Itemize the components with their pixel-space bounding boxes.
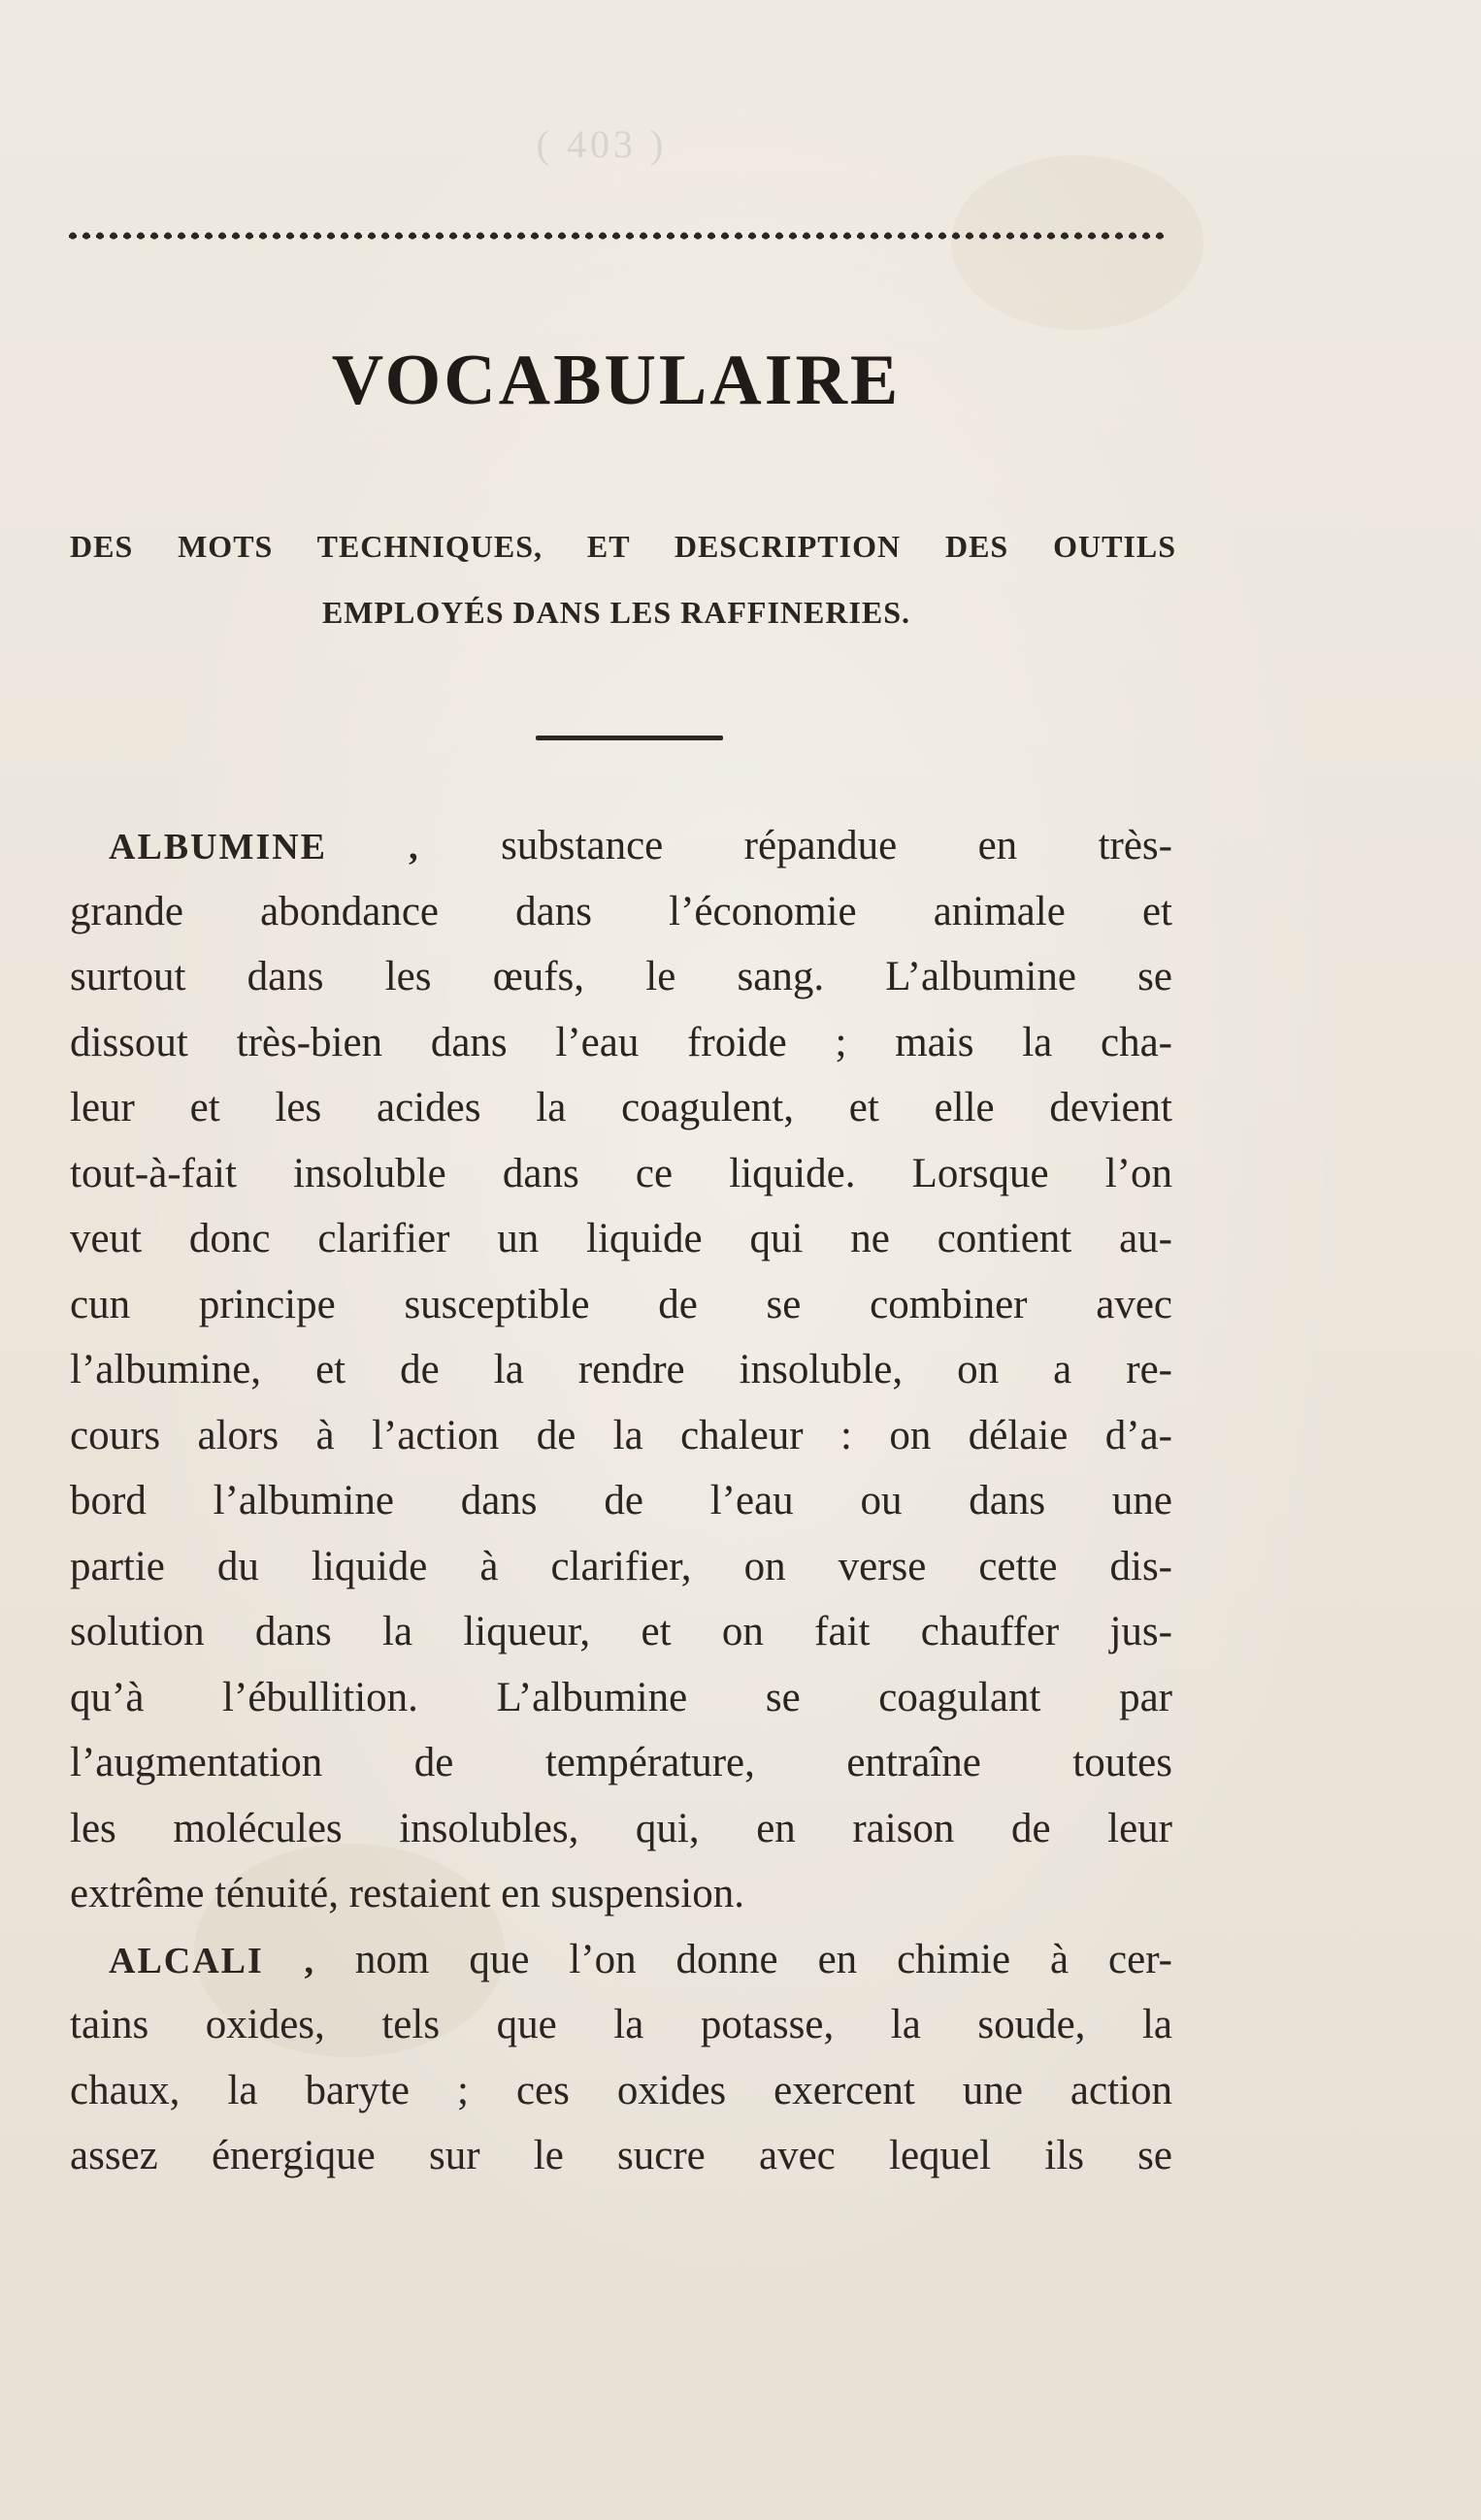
text-line: partie du liquide à clarifier, on verse cette dis- xyxy=(70,1543,1172,1589)
page-title: VOCABULAIRE xyxy=(331,341,902,420)
page-number: ( 403 ) xyxy=(536,122,668,166)
text-line: qu’à l’ébullition. L’albumine se coagulant par xyxy=(70,1674,1172,1720)
text-line: tains oxides, tels que la potasse, la soude, la xyxy=(70,2002,1172,2047)
text-line: dissout très-bien dans l’eau froide ; mais la cha- xyxy=(70,1019,1172,1065)
text-line: veut donc clarifier un liquide qui ne contient au- xyxy=(70,1216,1172,1261)
entry-term: ALCALI , xyxy=(109,1940,315,1981)
text-line: solution dans la liqueur, et on fait chauffer jus- xyxy=(70,1609,1172,1654)
vocabulary-body xyxy=(70,813,1172,2189)
text-line: grande abondance dans l’économie animale et xyxy=(70,888,1172,934)
text-line: leur et les acides la coagulent, et elle devient xyxy=(70,1085,1172,1130)
text-line: chaux, la baryte ; ces oxides exercent une action xyxy=(70,2067,1172,2113)
text-line: cours alors à l’action de la chaleur : on délaie d’a- xyxy=(70,1412,1172,1458)
text-line: les molécules insolubles, qui, en raison de leur xyxy=(70,1805,1172,1851)
text-line: l’augmentation de température, entraîne toutes xyxy=(70,1740,1172,1785)
text-line: bord l’albumine dans de l’eau ou dans une xyxy=(70,1478,1172,1523)
text-line: assez énergique sur le sucre avec lequel ils se xyxy=(70,2133,1172,2178)
entry-text: substance répandue en très- xyxy=(419,823,1172,868)
entry-first-line xyxy=(70,813,1172,879)
section-divider xyxy=(536,736,723,740)
text-line: surtout dans les œufs, le sang. L’albumine se xyxy=(70,954,1172,999)
ornamental-rule xyxy=(66,227,1165,245)
entry-first-line xyxy=(70,1927,1172,1993)
entry-text: nom que l’on donne en chimie à cer- xyxy=(315,1936,1173,1982)
entry-term: ALBUMINE , xyxy=(109,827,420,867)
subtitle-line-1: DES MOTS TECHNIQUES, ET DESCRIPTION DES OUTILS xyxy=(70,529,1176,564)
text-line: l’albumine, et de la rendre insoluble, on a re- xyxy=(70,1347,1172,1392)
text-line: extrême ténuité, restaient en suspension. xyxy=(70,1871,744,1916)
text-line: cun principe susceptible de se combiner avec xyxy=(70,1281,1172,1327)
text-line: tout-à-fait insoluble dans ce liquide. Lorsque l’on xyxy=(70,1150,1172,1196)
vocabulary-entry xyxy=(70,813,1172,1927)
subtitle-line-2: EMPLOYÉS DANS LES RAFFINERIES. xyxy=(321,595,911,630)
vocabulary-entry xyxy=(70,1927,1172,2189)
